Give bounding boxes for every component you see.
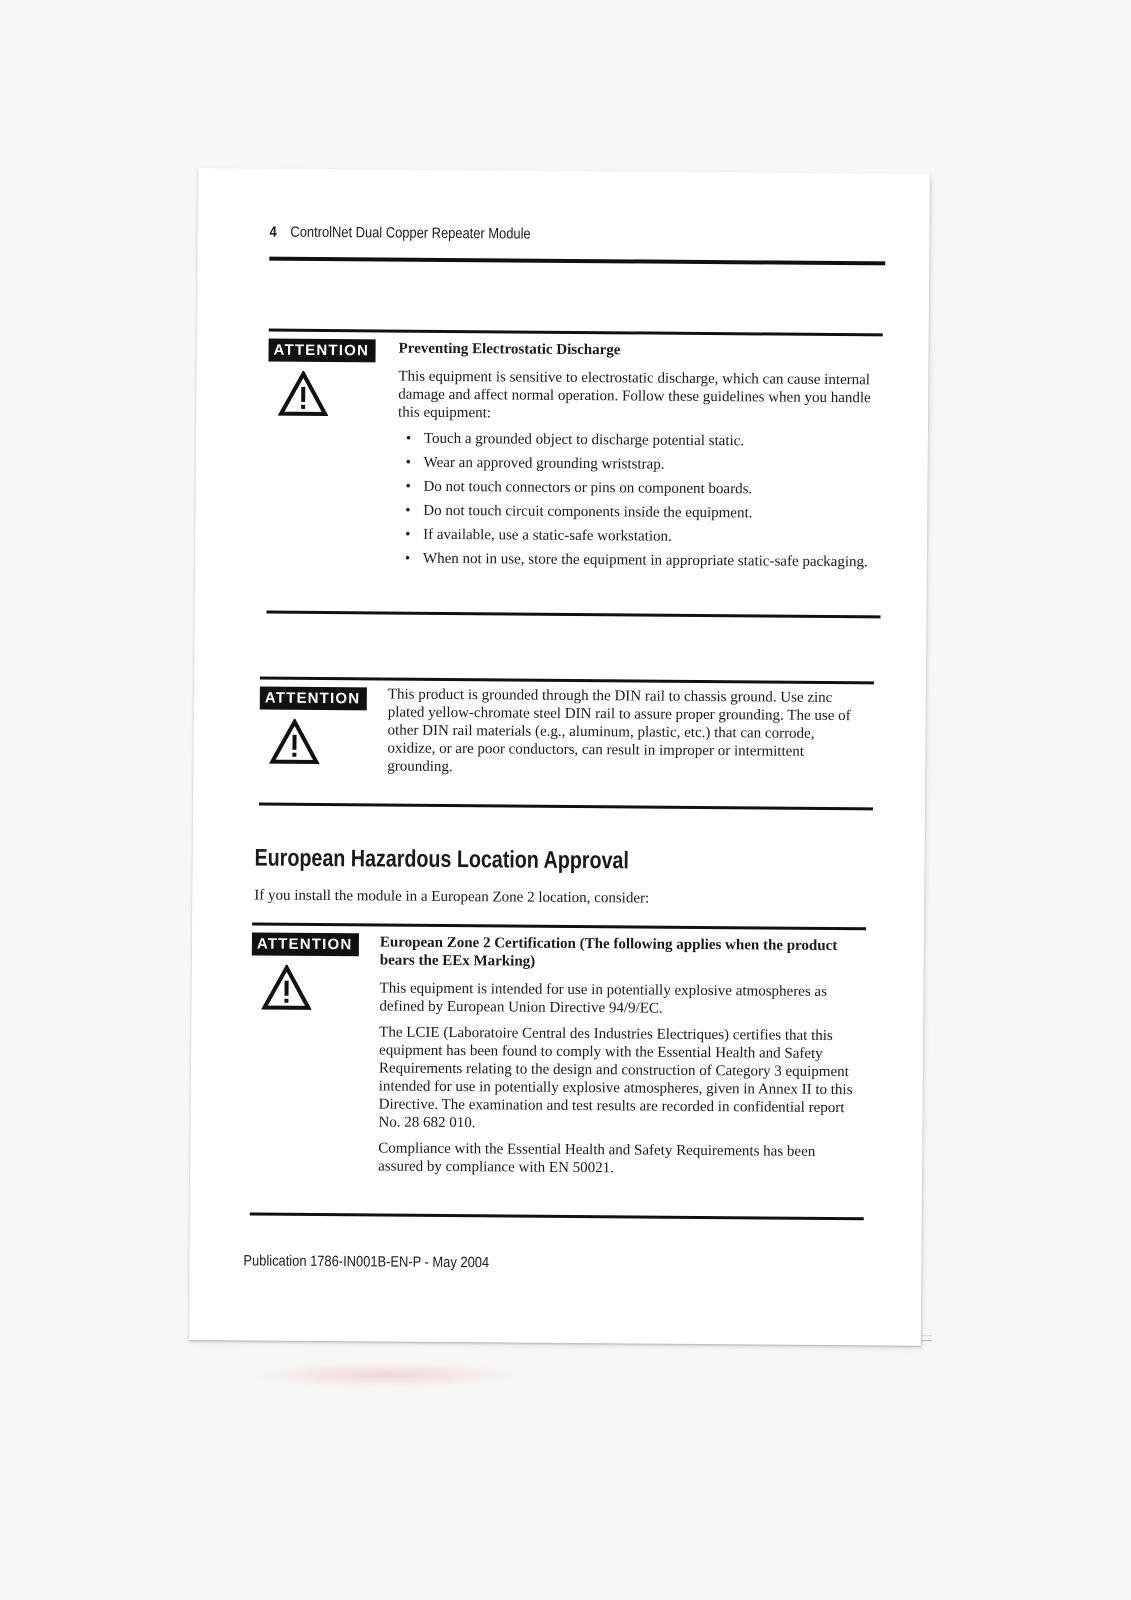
attention-badge: ATTENTION (268, 339, 375, 363)
notice-bottom-rule (250, 1212, 864, 1220)
notice-title: European Zone 2 Certification (The following applies when the product bears the EEx Marking) (379, 934, 838, 970)
notice-paragraph: This equipment is intended for use in potentially explosive atmospheres as defined by European Union Directive 94/9/EC. (379, 980, 828, 1017)
header-rule (269, 257, 885, 266)
list-item: • Do not touch circuit components inside the equipment. (423, 502, 873, 524)
notice-body (397, 340, 875, 578)
list-item: • Do not touch connectors or pins on component boards. (423, 478, 873, 500)
esd-guideline-list (397, 430, 874, 572)
notice-top-rule (252, 922, 866, 930)
publication-footer: Publication 1786-IN001B-EN-P - May 2004 (243, 1252, 490, 1272)
notice-bottom-rule (259, 802, 873, 810)
section-intro: If you install the module in a European Zone 2 location, consider: (254, 887, 650, 907)
warning-triangle-icon (261, 965, 311, 1011)
attention-notice-grounding (259, 677, 874, 810)
notice-title: Preventing Electrostatic Discharge (398, 340, 621, 359)
attention-notice-zone2 (250, 922, 866, 1219)
notice-body (387, 686, 866, 788)
notice-paragraph: Compliance with the Essential Health and Safety Requirements has been assured by compliance with EN 50021. (378, 1140, 816, 1177)
notice-paragraph: This equipment is sensitive to electrostatic discharge, which can cause internal damage and affect normal operation. Follow these guidelines when you handle this equipment: (398, 368, 871, 422)
notice-top-rule (260, 677, 874, 685)
notice-top-rule (269, 329, 883, 337)
notice-paragraph: This product is grounded through the DIN rail to chassis ground. Use zinc plated yellow-chromate steel DIN rail to assure proper grounding. The use of other DIN rail materials (e.g., aluminum, plastic, etc.) that can corrode, oxidize, or are poor conductors, can result in improper or intermittent grounding. (387, 686, 851, 776)
running-header (269, 224, 530, 243)
list-item: • Touch a grounded object to discharge potential static. (424, 430, 874, 452)
attention-badge: ATTENTION (252, 932, 359, 956)
warning-triangle-icon (269, 719, 319, 765)
page-number: 4 (269, 223, 277, 241)
section-heading: European Hazardous Location Approval (254, 844, 630, 875)
attention-notice-esd (267, 329, 883, 618)
warning-triangle-icon (278, 371, 328, 417)
paper-stain (250, 1362, 520, 1388)
notice-bottom-rule (267, 611, 881, 619)
attention-badge: ATTENTION (260, 687, 367, 711)
list-item: • Wear an approved grounding wriststrap. (424, 454, 874, 476)
list-item: • When not in use, store the equipment in appropriate static-safe packaging. (423, 550, 873, 572)
list-item: • If available, use a static-safe workstation. (423, 526, 873, 548)
notice-paragraph: The LCIE (Laboratoire Central des Industries Electriques) certifies that this equipment has been found to comply with the Essential Health and Safety Requirements relating to the design and construction of Category 3 equipment intended for use in potentially explosive atmospheres, given in Annex II to this Directive. The examination and test results are recorded in confidential report No. 28 682 010. (378, 1024, 853, 1132)
notice-body (378, 933, 858, 1187)
running-title: ControlNet Dual Copper Repeater Module (290, 223, 531, 243)
document-page (189, 168, 930, 1346)
